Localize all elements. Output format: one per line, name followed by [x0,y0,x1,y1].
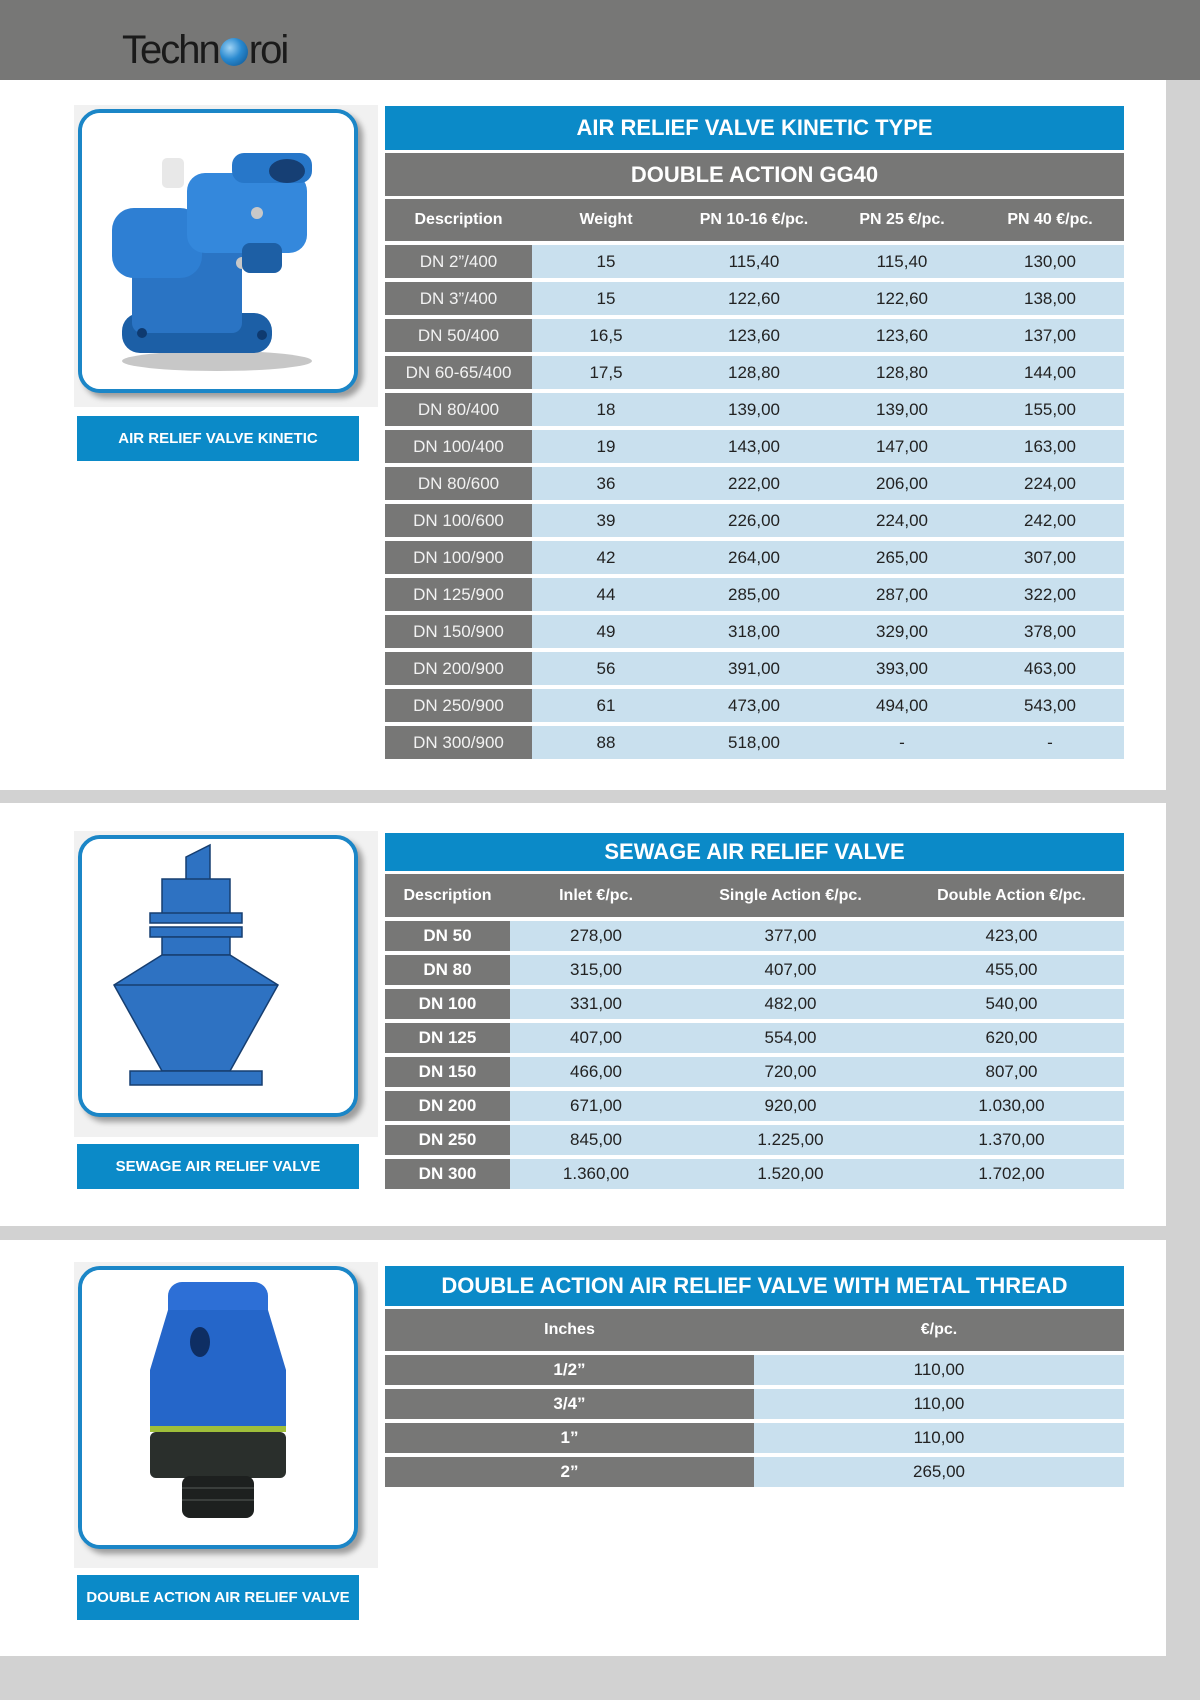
header-pn10-16: PN 10-16 €/pc. [699,211,809,228]
price-cell: 466,00 [510,1057,682,1087]
table-title: SEWAGE AIR RELIEF VALVE [385,833,1124,871]
price-cell: 1.225,00 [682,1125,899,1155]
table-row [385,1389,1124,1419]
price-cell: 222,00 [680,467,828,500]
section-sewage-valve [0,803,1166,1226]
table-row [385,989,1124,1019]
product-photo-frame [74,831,378,1137]
price-cell: 115,40 [680,245,828,278]
header-inlet: Inlet €/pc. [559,886,633,904]
kinetic-valve-price-table [385,106,1124,759]
price-cell: 115,40 [828,245,976,278]
price-cell: 391,00 [680,652,828,685]
brand-logo: Techn roi [122,28,288,72]
price-cell: 18 [532,393,680,426]
table-row [385,245,1124,278]
caption-sewage-valve: SEWAGE AIR RELIEF VALVE [77,1144,359,1189]
price-cell: 407,00 [510,1023,682,1053]
price-cell: 329,00 [828,615,976,648]
price-cell: 88 [532,726,680,759]
price-cell: 110,00 [754,1389,1124,1419]
row-label-cell: DN 150/900 [385,615,532,648]
price-cell: 226,00 [680,504,828,537]
price-cell: 16,5 [532,319,680,352]
price-cell: 147,00 [828,430,976,463]
price-cell: 206,00 [828,467,976,500]
price-cell: 224,00 [976,467,1124,500]
price-cell: - [976,726,1124,759]
price-cell: 1.520,00 [682,1159,899,1189]
table-row [385,1125,1124,1155]
price-cell: 331,00 [510,989,682,1019]
price-cell: 285,00 [680,578,828,611]
sewage-air-relief-valve-drawing [78,835,358,1117]
price-cell: 122,60 [680,282,828,315]
section-metal-thread-valve [0,1240,1166,1656]
table-row [385,504,1124,537]
row-label-cell: DN 80/600 [385,467,532,500]
table-row [385,319,1124,352]
price-cell: 322,00 [976,578,1124,611]
table-row [385,1355,1124,1385]
globe-icon [220,38,248,66]
row-label-cell: DN 200/900 [385,652,532,685]
price-cell: 455,00 [899,955,1124,985]
price-cell: 137,00 [976,319,1124,352]
header-double-action: Double Action €/pc. [937,886,1086,904]
price-cell: 155,00 [976,393,1124,426]
table-row [385,578,1124,611]
price-cell: 473,00 [680,689,828,722]
table-title: DOUBLE ACTION AIR RELIEF VALVE WITH METAL THREAD [385,1266,1124,1306]
row-label-cell: DN 80 [385,955,510,985]
row-label-cell: DN 200 [385,1091,510,1121]
row-label-cell: DN 50/400 [385,319,532,352]
price-cell: 378,00 [976,615,1124,648]
sewage-valve-price-table [385,833,1124,1189]
table-row [385,1023,1124,1053]
price-cell: 61 [532,689,680,722]
table-row [385,689,1124,722]
row-label-cell: DN 60-65/400 [385,356,532,389]
price-cell: 540,00 [899,989,1124,1019]
price-cell: 393,00 [828,652,976,685]
price-cell: 543,00 [976,689,1124,722]
price-cell: 130,00 [976,245,1124,278]
table-subtitle: DOUBLE ACTION GG40 [385,153,1124,196]
price-cell: 671,00 [510,1091,682,1121]
row-label-cell: DN 250/900 [385,689,532,722]
row-label-cell: DN 2”/400 [385,245,532,278]
row-label-cell: DN 100 [385,989,510,1019]
price-cell: 807,00 [899,1057,1124,1087]
table-row [385,1159,1124,1189]
price-cell: 482,00 [682,989,899,1019]
table-body [385,245,1124,759]
row-label-cell: DN 80/400 [385,393,532,426]
table-body [385,1355,1124,1487]
section-kinetic-valve [0,80,1166,790]
price-cell: 315,00 [510,955,682,985]
table-row [385,430,1124,463]
table-row [385,1091,1124,1121]
price-cell: 36 [532,467,680,500]
price-cell: 110,00 [754,1423,1124,1453]
table-row [385,467,1124,500]
price-cell: 163,00 [976,430,1124,463]
table-row [385,356,1124,389]
price-cell: 264,00 [680,541,828,574]
price-cell: 463,00 [976,652,1124,685]
header-description: Description [403,886,492,904]
row-label-cell: 2” [385,1457,754,1487]
price-cell: 1.370,00 [899,1125,1124,1155]
air-relief-valve-kinetic-photo [78,109,358,393]
price-cell: 377,00 [682,921,899,951]
price-cell: 42 [532,541,680,574]
row-label-cell: DN 100/600 [385,504,532,537]
price-cell: - [828,726,976,759]
price-cell: 620,00 [899,1023,1124,1053]
price-cell: 845,00 [510,1125,682,1155]
row-label-cell: DN 100/400 [385,430,532,463]
table-row [385,1457,1124,1487]
price-cell: 123,60 [828,319,976,352]
table-header-row [385,199,1124,241]
price-cell: 110,00 [754,1355,1124,1385]
row-label-cell: DN 100/900 [385,541,532,574]
price-cell: 265,00 [754,1457,1124,1487]
table-body [385,921,1124,1189]
row-label-cell: 3/4” [385,1389,754,1419]
table-row [385,282,1124,315]
price-cell: 1.030,00 [899,1091,1124,1121]
product-photo-frame [74,1262,378,1568]
table-title: AIR RELIEF VALVE KINETIC TYPE [385,106,1124,150]
table-row [385,726,1124,759]
price-cell: 1.360,00 [510,1159,682,1189]
table-row [385,1057,1124,1087]
price-cell: 128,80 [828,356,976,389]
price-cell: 494,00 [828,689,976,722]
price-cell: 554,00 [682,1023,899,1053]
table-row [385,541,1124,574]
page-side-margin [1166,80,1200,1700]
header-price: €/pc. [920,1321,958,1338]
price-cell: 139,00 [680,393,828,426]
row-label-cell: DN 50 [385,921,510,951]
price-cell: 920,00 [682,1091,899,1121]
row-label-cell: DN 125 [385,1023,510,1053]
price-cell: 144,00 [976,356,1124,389]
row-label-cell: DN 3”/400 [385,282,532,315]
table-header-row [385,1309,1124,1351]
price-cell: 1.702,00 [899,1159,1124,1189]
price-cell: 407,00 [682,955,899,985]
metal-thread-valve-image [82,1270,354,1545]
price-cell: 56 [532,652,680,685]
price-cell: 242,00 [976,504,1124,537]
price-cell: 423,00 [899,921,1124,951]
caption-metal-thread-valve: DOUBLE ACTION AIR RELIEF VALVE [77,1575,359,1620]
price-cell: 39 [532,504,680,537]
price-cell: 15 [532,282,680,315]
price-cell: 307,00 [976,541,1124,574]
price-cell: 143,00 [680,430,828,463]
sewage-valve-image [82,839,354,1113]
price-cell: 265,00 [828,541,976,574]
price-cell: 720,00 [682,1057,899,1087]
product-photo-frame [74,105,378,407]
price-cell: 518,00 [680,726,828,759]
row-label-cell: DN 125/900 [385,578,532,611]
header-description: Description [414,211,503,228]
price-cell: 123,60 [680,319,828,352]
metal-thread-valve-price-table [385,1266,1124,1487]
price-cell: 139,00 [828,393,976,426]
price-cell: 287,00 [828,578,976,611]
header-pn40: PN 40 €/pc. [1007,211,1093,228]
table-row [385,393,1124,426]
price-cell: 15 [532,245,680,278]
row-label-cell: 1” [385,1423,754,1453]
table-row [385,921,1124,951]
price-cell: 278,00 [510,921,682,951]
row-label-cell: DN 250 [385,1125,510,1155]
table-row [385,1423,1124,1453]
price-cell: 318,00 [680,615,828,648]
row-label-cell: DN 300/900 [385,726,532,759]
header-pn25: PN 25 €/pc. [859,211,945,228]
price-cell: 49 [532,615,680,648]
header-inches: Inches [544,1321,595,1338]
row-label-cell: DN 300 [385,1159,510,1189]
price-cell: 138,00 [976,282,1124,315]
price-cell: 128,80 [680,356,828,389]
double-action-air-relief-valve-photo [78,1266,358,1549]
table-row [385,615,1124,648]
valve-kinetic-image [82,113,354,389]
row-label-cell: DN 150 [385,1057,510,1087]
table-header-row [385,874,1124,917]
caption-kinetic-valve: AIR RELIEF VALVE KINETIC [77,416,359,461]
price-cell: 224,00 [828,504,976,537]
price-cell: 122,60 [828,282,976,315]
price-cell: 44 [532,578,680,611]
table-row [385,652,1124,685]
row-label-cell: 1/2” [385,1355,754,1385]
header-single-action: Single Action €/pc. [719,886,862,904]
price-cell: 17,5 [532,356,680,389]
price-cell: 19 [532,430,680,463]
table-row [385,955,1124,985]
header-weight: Weight [579,211,633,228]
